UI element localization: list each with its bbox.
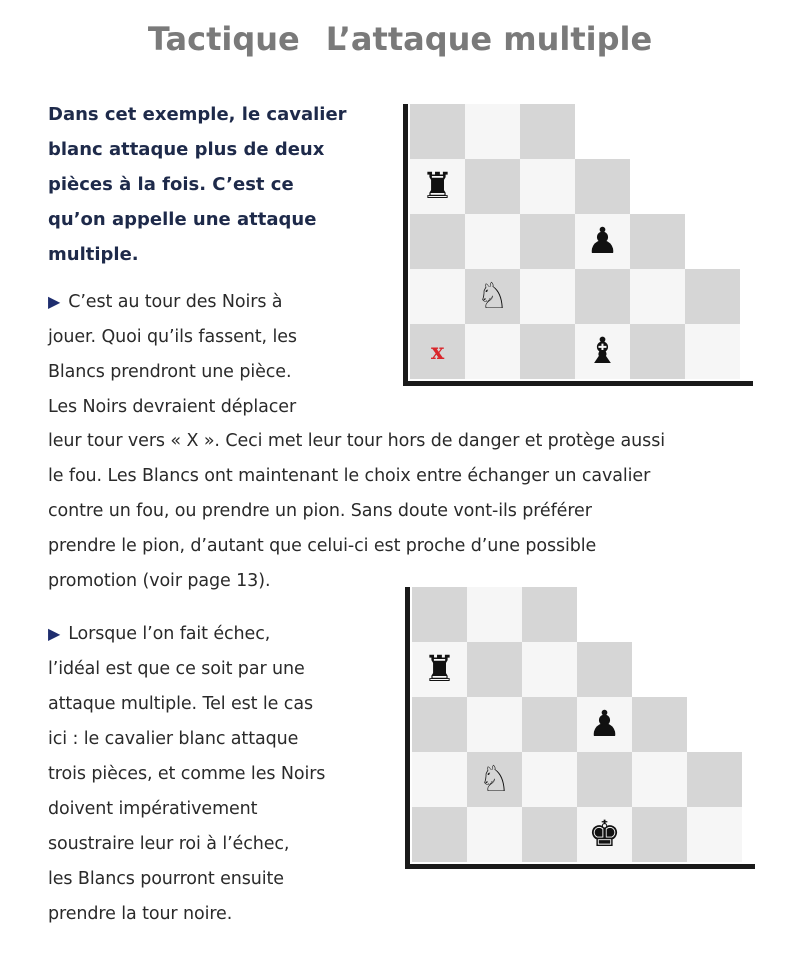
board-square xyxy=(410,324,465,379)
text-line: Blancs prendront une pièce. xyxy=(48,362,292,382)
board-square xyxy=(410,159,465,214)
knight-white-icon: ♘ xyxy=(476,275,509,317)
board-square xyxy=(577,697,632,752)
paragraph-2 xyxy=(48,616,388,932)
board-square xyxy=(467,752,522,807)
paragraph-1-narrow xyxy=(48,284,378,425)
board-square xyxy=(520,159,575,214)
pawn-black-icon: ♟ xyxy=(586,220,619,262)
text-line: prendre le pion, d’autant que celui-ci est proche d’une possible xyxy=(48,536,597,556)
text-line: l’idéal est que ce soit par une xyxy=(48,659,305,679)
rook-black-icon: ♜ xyxy=(423,648,456,690)
board-square xyxy=(687,807,742,862)
intro-text xyxy=(48,97,383,272)
board-square xyxy=(575,324,630,379)
chess-diagram-1 xyxy=(403,104,753,386)
board-square xyxy=(465,159,520,214)
board-square xyxy=(522,587,577,642)
target-x-marker: x xyxy=(430,338,445,365)
board-square xyxy=(632,752,687,807)
board-square xyxy=(522,697,577,752)
board-square xyxy=(522,807,577,862)
text-line: les Blancs pourront ensuite xyxy=(48,869,284,889)
board-square xyxy=(687,752,742,807)
text-line: leur tour vers « X ». Ceci met leur tour hors de danger et protège aussi xyxy=(48,431,665,451)
board-square xyxy=(632,697,687,752)
text-line: le fou. Les Blancs ont maintenant le choix entre échanger un cavalier xyxy=(48,466,651,486)
text-line: attaque multiple. Tel est le cas xyxy=(48,694,313,714)
board-square xyxy=(465,104,520,159)
text-line: soustraire leur roi à l’échec, xyxy=(48,834,290,854)
chess-diagram-2 xyxy=(405,587,755,869)
text-line xyxy=(48,616,388,652)
board-square xyxy=(412,587,467,642)
board-square xyxy=(465,269,520,324)
board-square xyxy=(467,642,522,697)
board-square xyxy=(412,697,467,752)
board-square xyxy=(410,269,465,324)
board-square xyxy=(630,214,685,269)
board-square xyxy=(575,214,630,269)
text-line: doivent impérativement xyxy=(48,799,258,819)
pawn-black-icon: ♟ xyxy=(588,703,621,745)
title-category: Tactique xyxy=(147,20,300,58)
board-square xyxy=(520,269,575,324)
line-text: C’est au tour des Noirs à xyxy=(68,292,283,312)
text-line: prendre la tour noire. xyxy=(48,904,233,924)
text-line: contre un fou, ou prendre un pion. Sans doute vont-ils préférer xyxy=(48,501,592,521)
board-square xyxy=(575,269,630,324)
rook-black-icon: ♜ xyxy=(421,165,454,207)
king-black-icon: ♚ xyxy=(588,813,621,855)
board-square xyxy=(630,324,685,379)
board-square xyxy=(520,214,575,269)
bishop-black-icon: ♝ xyxy=(586,330,619,372)
intro-line: Dans cet exemple, le cavalier xyxy=(48,104,347,125)
board-square xyxy=(412,642,467,697)
intro-line: multiple. xyxy=(48,244,139,265)
board-square xyxy=(577,752,632,807)
knight-white-icon: ♘ xyxy=(478,758,511,800)
board-square xyxy=(685,269,740,324)
text-line: jouer. Quoi qu’ils fassent, les xyxy=(48,327,297,347)
board-square xyxy=(520,324,575,379)
board-square xyxy=(412,807,467,862)
text-line: ici : le cavalier blanc attaque xyxy=(48,729,299,749)
bullet-triangle-icon: ▶ xyxy=(48,292,61,311)
board-square xyxy=(685,324,740,379)
intro-line: blanc attaque plus de deux xyxy=(48,139,325,160)
page-title xyxy=(0,20,800,58)
text-line: trois pièces, et comme les Noirs xyxy=(48,764,326,784)
text-line: Les Noirs devraient déplacer xyxy=(48,397,297,417)
board-square xyxy=(467,697,522,752)
board-square xyxy=(522,642,577,697)
board-square xyxy=(467,807,522,862)
text-line: promotion (voir page 13). xyxy=(48,571,271,591)
bullet-triangle-icon: ▶ xyxy=(48,624,61,643)
intro-line: qu’on appelle une attaque xyxy=(48,209,317,230)
board-square xyxy=(630,269,685,324)
board-square xyxy=(467,587,522,642)
intro-line: pièces à la fois. C’est ce xyxy=(48,174,294,195)
board-square xyxy=(575,159,630,214)
board-square xyxy=(632,807,687,862)
board-square xyxy=(577,807,632,862)
title-topic: L’attaque multiple xyxy=(325,20,653,58)
board-square xyxy=(410,104,465,159)
text-line xyxy=(48,284,378,320)
board-square xyxy=(522,752,577,807)
board-square xyxy=(465,214,520,269)
line-text: Lorsque l’on fait échec, xyxy=(68,624,271,644)
board-square xyxy=(577,642,632,697)
board-square xyxy=(520,104,575,159)
board-square xyxy=(412,752,467,807)
board-square xyxy=(465,324,520,379)
board-square xyxy=(410,214,465,269)
paragraph-1-wide xyxy=(48,424,758,599)
